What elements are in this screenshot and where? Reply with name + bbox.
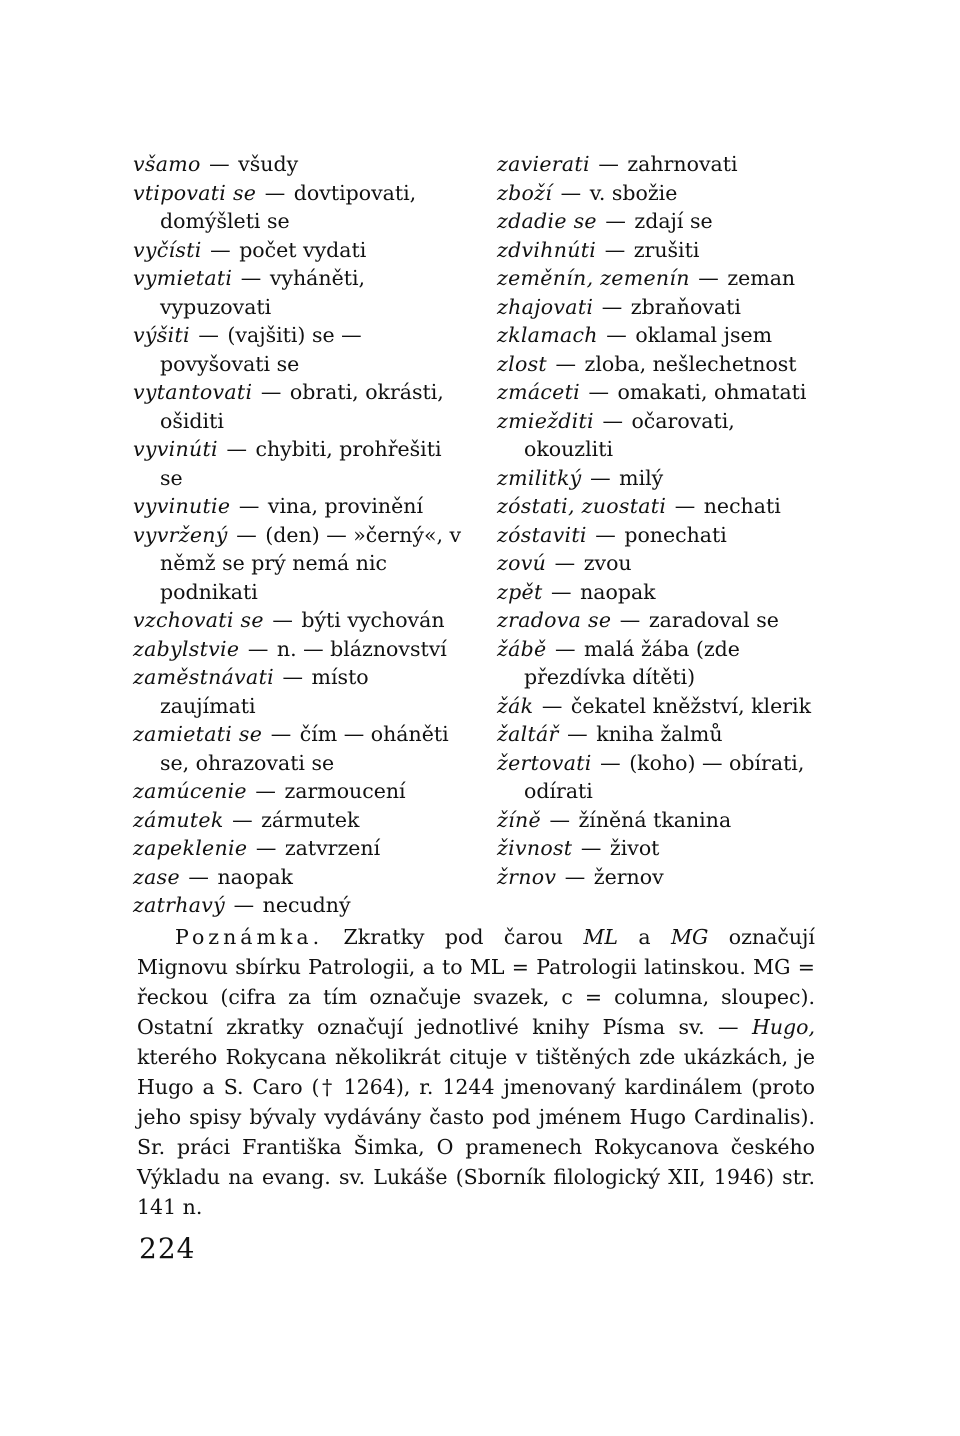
em-dash: — <box>282 665 304 689</box>
glossary-entry <box>497 863 827 892</box>
headword: zeměnín, zemenín <box>497 266 690 290</box>
headword: žrnov <box>497 864 557 889</box>
glossary-entry <box>497 407 827 464</box>
em-dash: — <box>606 323 627 347</box>
glossary-entry <box>133 777 468 806</box>
em-dash: — <box>601 294 623 319</box>
definition: zvou <box>583 551 632 575</box>
definition: vyháněti, vypuzovati <box>160 266 366 319</box>
headword: zboží <box>497 180 553 205</box>
definition: milý <box>619 465 664 490</box>
note-abbrev-ml: ML <box>583 925 618 949</box>
definition: omakati, ohmatati <box>617 380 807 404</box>
definition: (den) — »černý«, v němž se prý nemá nic podnikati <box>160 522 462 604</box>
headword: vzchovati se <box>133 608 264 632</box>
definition: v. sbožie <box>589 180 678 205</box>
note-text: označují Mignovu sbírku Patrologii, a to ML = Patrologii latinskou. MG = řeckou (cifra za tím označuje svazek, c = columna, sloupec). Ostatní zkratky označují jednotlivé knihy Písma sv. — <box>137 925 815 1039</box>
headword: všamo <box>133 152 201 176</box>
glossary-entry <box>133 521 468 607</box>
headword: zhajovati <box>497 294 594 319</box>
headword: výšiti <box>133 323 190 347</box>
definition: všudy <box>238 152 299 176</box>
headword: zóstaviti <box>497 522 587 547</box>
em-dash: — <box>580 836 602 860</box>
definition: zaradoval se <box>648 608 779 632</box>
definition: n. — bláznovství <box>276 636 447 661</box>
headword: zradova se <box>497 608 612 632</box>
definition: zloba, nešlechetnost <box>584 351 797 376</box>
em-dash: — <box>698 266 719 290</box>
glossary-entry <box>497 606 827 635</box>
em-dash: — <box>541 693 563 718</box>
glossary-entry <box>497 464 827 493</box>
glossary-entry <box>133 863 468 892</box>
em-dash: — <box>588 380 610 404</box>
glossary-column-left <box>133 150 468 920</box>
headword: zabylstvie <box>133 636 240 661</box>
glossary-entry <box>133 834 468 863</box>
headword: zmiežditi <box>497 408 594 433</box>
definition: býti vychován <box>301 608 445 632</box>
glossary-entry <box>497 806 827 835</box>
glossary-entry <box>497 720 827 749</box>
em-dash: — <box>590 465 611 490</box>
definition: počet vydati <box>239 237 367 262</box>
em-dash: — <box>554 551 576 575</box>
headword: vyvinúti <box>133 437 218 461</box>
headword: zklamach <box>497 323 598 347</box>
definition: zahrnovati <box>627 152 738 176</box>
headword: živnost <box>497 836 573 860</box>
glossary-entry <box>497 179 827 208</box>
headword: zatrhavý <box>133 893 226 917</box>
headword: zaměstnávati <box>133 665 274 689</box>
definition: (vajšiti) se — povyšovati se <box>160 323 362 376</box>
headword: zase <box>133 864 180 889</box>
glossary-entry <box>497 492 827 521</box>
glossary-entry <box>133 492 468 521</box>
glossary-entry <box>497 150 827 179</box>
em-dash: — <box>567 722 588 746</box>
definition: žernov <box>593 864 664 889</box>
headword: zapeklenie <box>133 836 248 860</box>
em-dash: — <box>188 864 209 889</box>
headword: žertovati <box>497 750 592 775</box>
glossary-entry <box>133 378 468 435</box>
headword: vymietati <box>133 266 233 290</box>
definition: čekatel kněžství, klerik <box>570 693 811 718</box>
glossary-entry <box>133 720 468 777</box>
note-text: a <box>638 925 651 949</box>
em-dash: — <box>270 722 292 746</box>
headword: zdvihnúti <box>497 237 597 262</box>
glossary-column-right <box>497 150 827 891</box>
definition: necudný <box>262 893 351 917</box>
em-dash: — <box>240 266 262 290</box>
definition: očarovati, okouzliti <box>524 408 735 461</box>
em-dash: — <box>209 152 230 176</box>
glossary-entry <box>497 521 827 550</box>
glossary-entry <box>497 264 827 293</box>
glossary-entry <box>497 207 827 236</box>
headword: zóstati, zuostati <box>497 494 667 518</box>
glossary-entry <box>133 264 468 321</box>
em-dash: — <box>555 351 576 376</box>
definition: místo zaujímati <box>160 665 369 718</box>
definition: naopak <box>580 579 656 604</box>
definition: (koho) — obírati, odírati <box>524 750 805 803</box>
headword: zovú <box>497 551 547 575</box>
glossary-entry <box>497 578 827 607</box>
em-dash: — <box>233 893 255 917</box>
em-dash: — <box>236 522 257 547</box>
headword: zavierati <box>497 152 590 176</box>
em-dash: — <box>598 152 619 176</box>
definition: zatvrzení <box>284 836 381 860</box>
em-dash: — <box>595 522 616 547</box>
em-dash: — <box>605 209 626 233</box>
headword: žíně <box>497 807 541 832</box>
em-dash: — <box>600 750 621 775</box>
headword: vtipovati se <box>133 180 257 205</box>
em-dash: — <box>564 864 586 889</box>
glossary-entry <box>133 606 468 635</box>
em-dash: — <box>619 608 641 632</box>
em-dash: — <box>226 437 247 461</box>
headword: zamúcenie <box>133 779 247 803</box>
definition: vina, provinění <box>267 494 423 518</box>
definition: život <box>609 836 660 860</box>
headword: zdadie se <box>497 209 597 233</box>
note-name-hugo: Hugo, <box>751 1015 815 1039</box>
note-label: Poznámka. <box>175 925 324 949</box>
headword: žák <box>497 693 534 718</box>
definition: malá žába (zde přezdívka dítěti) <box>524 636 740 689</box>
glossary-entry <box>133 179 468 236</box>
headword: zlost <box>497 351 547 376</box>
glossary-entry <box>133 891 468 920</box>
definition: zármutek <box>261 807 360 832</box>
glossary-entry <box>497 350 827 379</box>
em-dash: — <box>264 180 286 205</box>
definition: žíněná tkanina <box>578 807 732 832</box>
glossary-entry <box>133 806 468 835</box>
headword: žaltář <box>497 722 559 746</box>
note-abbrev-mg: MG <box>670 925 709 949</box>
em-dash: — <box>247 636 269 661</box>
headword: zámutek <box>133 807 224 832</box>
definition: kniha žalmů <box>596 722 723 746</box>
glossary-entry <box>133 321 468 378</box>
note-text: kterého Rokycana několikrát cituje v tištěných zde ukázkách, je Hugo a S. Caro († 1264), r. 1244 jmenovaný kardinálem (proto jeho spisy bývaly vydávány často pod jménem Hugo Cardinalis). Sr. práci Františka Šimka, O pramenech Rokycanova českého Výkladu na evang. sv. Lukáše (Sborník filologický XII, 1946) str. 141 n. <box>137 1045 815 1219</box>
em-dash: — <box>604 237 626 262</box>
definition: oklamal jsem <box>635 323 773 347</box>
definition: zbraňovati <box>630 294 741 319</box>
glossary-entry <box>133 635 468 664</box>
page-number: 224 <box>139 1232 196 1265</box>
em-dash: — <box>551 579 572 604</box>
definition: zarmoucení <box>284 779 406 803</box>
definition: chybiti, prohřešiti se <box>160 437 442 490</box>
glossary-entry <box>497 549 827 578</box>
definition: ponechati <box>624 522 727 547</box>
definition: zeman <box>727 266 796 290</box>
glossary-entry <box>133 150 468 179</box>
em-dash: — <box>549 807 570 832</box>
headword: vyvržený <box>133 522 228 547</box>
definition: nechati <box>703 494 781 518</box>
em-dash: — <box>255 836 277 860</box>
glossary-entry <box>497 321 827 350</box>
glossary-entry <box>497 236 827 265</box>
definition: naopak <box>217 864 293 889</box>
definition: zrušiti <box>633 237 700 262</box>
glossary-entry <box>497 635 827 692</box>
em-dash: — <box>255 779 276 803</box>
definition: zdají se <box>634 209 713 233</box>
glossary-entry <box>133 663 468 720</box>
headword: vyčísti <box>133 237 202 262</box>
em-dash: — <box>560 180 582 205</box>
em-dash: — <box>602 408 623 433</box>
em-dash: — <box>674 494 696 518</box>
headword: vyvinutie <box>133 494 231 518</box>
headword: zmáceti <box>497 380 580 404</box>
glossary-entry <box>497 692 827 721</box>
em-dash: — <box>272 608 293 632</box>
glossary-entry <box>497 378 827 407</box>
glossary-entry <box>497 749 827 806</box>
em-dash: — <box>555 636 576 661</box>
headword: zpět <box>497 579 543 604</box>
note-text: Zkratky pod čarou <box>343 925 563 949</box>
glossary-entry <box>497 293 827 322</box>
headword: vytantovati <box>133 380 253 404</box>
headword: zamietati se <box>133 722 263 746</box>
headword: žábě <box>497 636 547 661</box>
glossary-entry <box>497 834 827 863</box>
glossary-entry <box>133 435 468 492</box>
definition: obrati, okrásti, ošiditi <box>160 380 444 433</box>
em-dash: — <box>238 494 260 518</box>
em-dash: — <box>260 380 282 404</box>
em-dash: — <box>210 237 231 262</box>
glossary-entry <box>133 236 468 265</box>
definition: čím — oháněti se, ohrazovati se <box>160 722 449 775</box>
em-dash: — <box>232 807 253 832</box>
definition: dovtipovati, domýšleti se <box>160 180 417 233</box>
footnote-paragraph <box>137 922 815 1222</box>
em-dash: — <box>198 323 219 347</box>
headword: zmilitký <box>497 465 582 490</box>
